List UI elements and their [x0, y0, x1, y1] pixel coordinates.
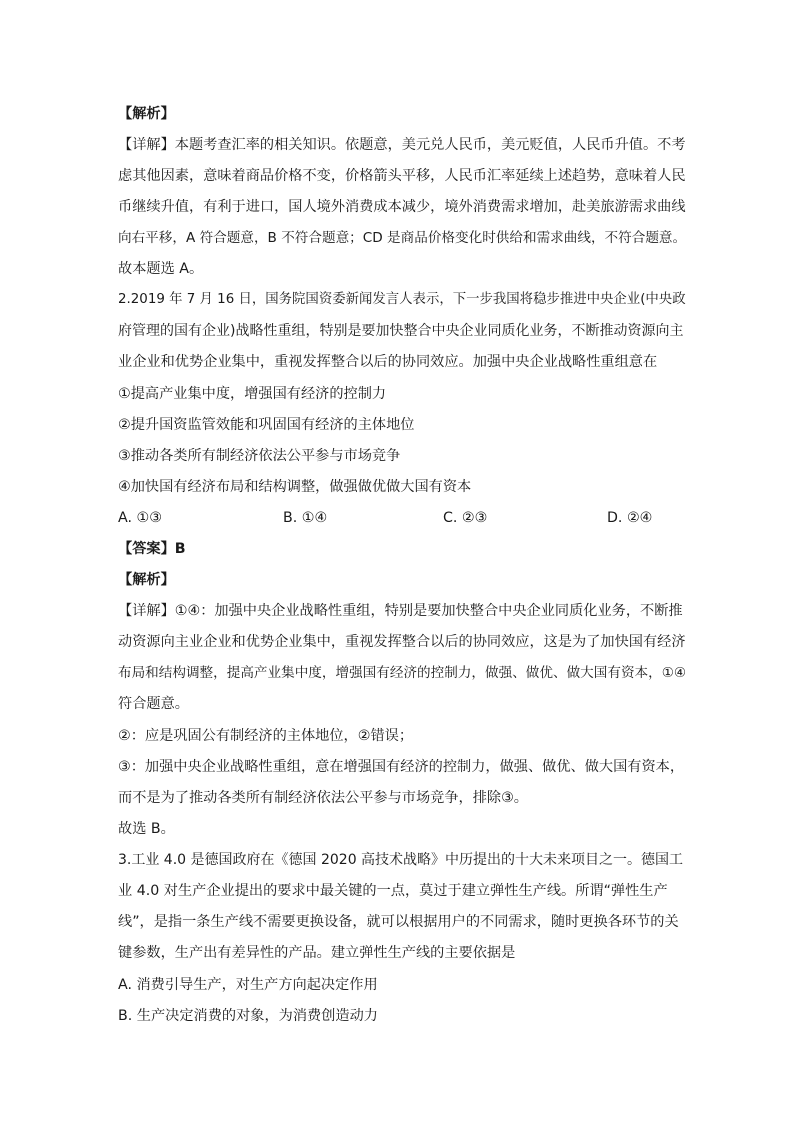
statement-1: ①提高产业集中度，增强国有经济的控制力 — [118, 386, 387, 402]
answer-line: 【答案】B — [118, 541, 186, 557]
text-line: 虑其他因素，意味着商品价格不变，价格箭头平移，人民币汇率延续上述趋势，意味着人民 — [118, 168, 686, 184]
text-line: 【详解】本题考查汇率的相关知识。依题意，美元兑人民币，美元贬值，人民币升值。不考 — [118, 137, 686, 153]
text-line: 动资源向主业企业和优势企业集中，重视发挥整合以后的协同效应，这是为了加快国有经济 — [118, 634, 686, 650]
text-line: 符合题意。 — [118, 696, 189, 712]
question-3-text: 3.工业 4.0 是德国政府在《德国 2020 高技术战略》中历提出的十大未来项目之一。德国工 — [118, 852, 684, 868]
text-line: 故本题选 A。 — [118, 261, 204, 277]
text-line: 而不是为了推动各类所有制经济依法公平参与市场竞争，排除③。 — [118, 790, 528, 806]
section-heading-analysis: 【解析】 — [118, 106, 175, 122]
text-line: 故选 B。 — [118, 821, 175, 837]
option-a: A. 消费引导生产，对生产方向起决定作用 — [118, 977, 378, 993]
question-3-text: 业 4.0 对生产企业提出的要求中最关键的一点，莫过于建立弹性生产线。所谓“弹性生产 — [118, 883, 668, 899]
question-2-text: 2.2019 年 7 月 16 日，国务院国资委新闻发言人表示，下一步我国将稳步推进中央企业(中央政 — [118, 292, 686, 307]
text-line: ②：应是巩固公有制经济的主体地位，②错误； — [118, 728, 414, 744]
text-line: 布局和结构调整，提高产业集中度，增强国有经济的控制力，做强、做优、做大国有资本，①④ — [118, 665, 687, 681]
statement-4: ④加快国有经济布局和结构调整，做强做优做大国有资本 — [118, 479, 472, 495]
question-2-text: 府管理的国有企业)战略性重组，特别是要加快整合中央企业同质化业务，不断推动资源向主 — [118, 323, 684, 339]
option-d: D. ②④ — [607, 510, 653, 526]
option-b: B. ①④ — [283, 510, 328, 526]
question-3-text: 线”，是指一条生产线不需要更换设备，就可以根据用户的不同需求，随时更换各环节的关 — [118, 914, 679, 930]
section-heading-analysis: 【解析】 — [118, 572, 175, 588]
statement-2: ②提升国资监管效能和巩固国有经济的主体地位 — [118, 417, 415, 433]
question-2-text: 业企业和优势企业集中，重视发挥整合以后的协同效应。加强中央企业战略性重组意在 — [118, 354, 658, 370]
statement-3: ③推动各类所有制经济依法公平参与市场竞争 — [118, 448, 401, 464]
text-line: ③：加强中央企业战略性重组，意在增强国有经济的控制力，做强、做优、做大国有资本， — [118, 759, 685, 775]
text-line: 【详解】①④：加强中央企业战略性重组，特别是要加快整合中央企业同质化业务，不断推 — [118, 603, 683, 619]
question-3-text: 键参数，生产出有差异性的产品。建立弹性生产线的主要依据是 — [118, 945, 516, 961]
text-line: 币继续升值，有利于进口，国人境外消费成本减少，境外消费需求增加，赴美旅游需求曲线 — [118, 199, 686, 215]
text-line: 向右平移，A 符合题意，B 不符合题意；CD 是商品价格变化时供给和需求曲线，不符合题意。 — [118, 230, 687, 246]
option-a: A. ①③ — [118, 510, 162, 526]
option-c: C. ②③ — [443, 510, 488, 526]
option-b: B. 生产决定消费的对象，为消费创造动力 — [118, 1008, 378, 1024]
